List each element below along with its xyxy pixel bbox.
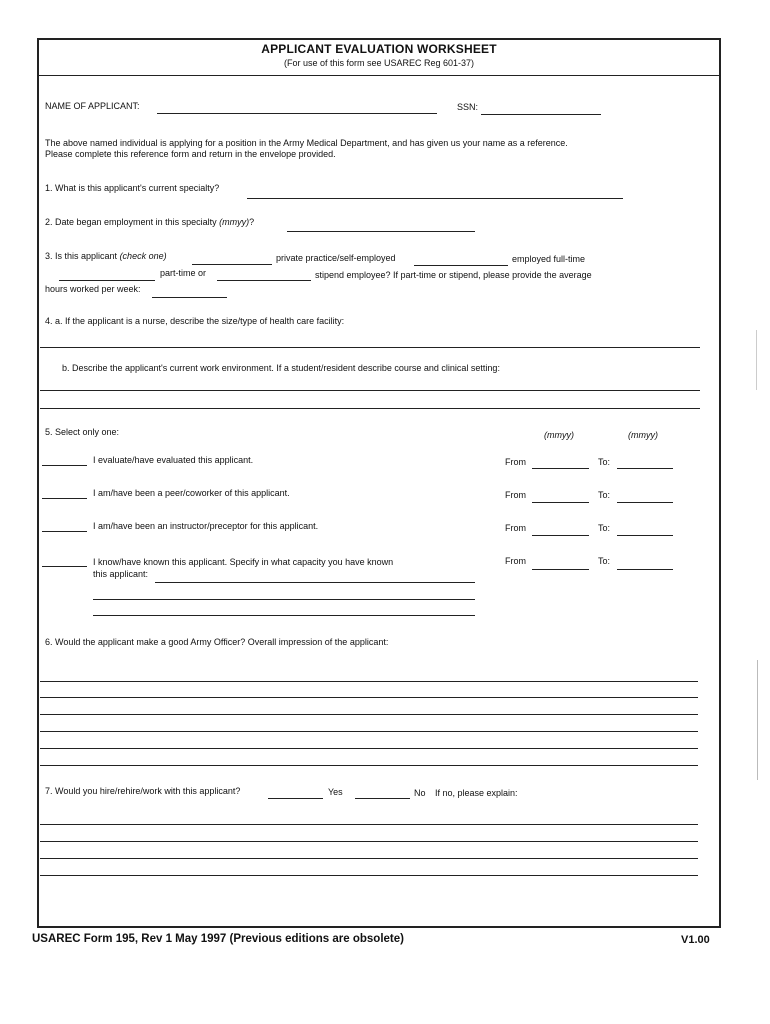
q5-opt2-from-label: From: [505, 490, 526, 500]
q5-opt2-to-field[interactable]: [617, 502, 673, 503]
q3-parttime-label: part-time or: [160, 268, 207, 278]
scan-artifact: [757, 660, 758, 780]
q5-opt2-to-label: To:: [598, 490, 611, 500]
q5-opt4-check[interactable]: [42, 566, 87, 567]
q6-answer-line-4[interactable]: [40, 731, 698, 732]
q5-opt1-from-label: From: [505, 457, 526, 467]
q6-answer-line-2[interactable]: [40, 697, 698, 698]
q3-stipend-label: stipend employee? If part-time or stipend, please provide the average: [315, 270, 592, 280]
q5-capacity-line-2[interactable]: [93, 599, 475, 600]
q5-label: 5. Select only one:: [45, 427, 120, 437]
q7-label: 7. Would you hire/rehire/work with this applicant?: [45, 786, 241, 796]
q5-capacity-line-3[interactable]: [93, 615, 475, 616]
q5-opt3-from-label: From: [505, 523, 526, 533]
header-divider: [37, 75, 721, 76]
q1-specialty-field[interactable]: [247, 198, 623, 199]
q5-opt2-label: I am/have been a peer/coworker of this applicant.: [93, 488, 290, 498]
q3-hours-label: hours worked per week:: [45, 284, 141, 294]
q4b-label: b. Describe the applicant's current work environment. If a student/resident describe course and clinical setting:: [62, 363, 500, 373]
intro-line-2: Please complete this reference form and return in the envelope provided.: [45, 149, 336, 159]
q5-opt4-to-field[interactable]: [617, 569, 673, 570]
q4b-answer-line-2[interactable]: [40, 408, 700, 409]
q7-answer-line-1[interactable]: [40, 824, 698, 825]
q5-opt1-to-label: To:: [598, 457, 611, 467]
intro-line-1: The above named individual is applying for a position in the Army Medical Department, and has given us your name as a reference.: [45, 138, 568, 148]
ssn-label: SSN:: [457, 102, 479, 112]
q3-parttime-check[interactable]: [59, 280, 155, 281]
q3-fulltime-label: employed full-time: [512, 254, 586, 264]
q5-opt1-check[interactable]: [42, 465, 87, 466]
q6-answer-line-5[interactable]: [40, 748, 698, 749]
q1-label: 1. What is this applicant's current specialty?: [45, 183, 220, 193]
q5-opt4-label: I know/have known this applicant. Specify in what capacity you have known: [93, 557, 394, 567]
q5-opt3-to-label: To:: [598, 523, 611, 533]
form-title: APPLICANT EVALUATION WORKSHEET: [261, 42, 497, 56]
q6-answer-line-1[interactable]: [40, 681, 698, 682]
q5-opt4-from-field[interactable]: [532, 569, 589, 570]
q5-opt3-label: I am/have been an instructor/preceptor for this applicant.: [93, 521, 319, 531]
q2-label: 2. Date began employment in this specialty (mmyy)?: [45, 217, 255, 227]
q6-answer-line-3[interactable]: [40, 714, 698, 715]
q7-answer-line-2[interactable]: [40, 841, 698, 842]
form-subtitle: (For use of this form see USAREC Reg 601-37): [283, 58, 475, 68]
q5-opt4-cont-label: this applicant:: [93, 569, 149, 579]
q5-capacity-line-1[interactable]: [155, 582, 475, 583]
q5-to-hint: (mmyy): [628, 430, 658, 440]
q5-from-hint: (mmyy): [544, 430, 574, 440]
ssn-field[interactable]: [481, 114, 601, 115]
q5-opt2-from-field[interactable]: [532, 502, 589, 503]
q2-date-field[interactable]: [287, 231, 475, 232]
q5-opt3-check[interactable]: [42, 531, 87, 532]
q5-opt3-to-field[interactable]: [617, 535, 673, 536]
q3-label: 3. Is this applicant (check one): [45, 251, 167, 261]
q7-answer-line-4[interactable]: [40, 875, 698, 876]
q5-opt2-check[interactable]: [42, 498, 87, 499]
q3-hours-field[interactable]: [152, 297, 227, 298]
q5-opt4-from-label: From: [505, 556, 526, 566]
q4a-label: 4. a. If the applicant is a nurse, describe the size/type of health care facility:: [45, 316, 345, 326]
q7-yes-label: Yes: [328, 787, 343, 797]
footer-form-id: USAREC Form 195, Rev 1 May 1997 (Previous editions are obsolete): [32, 933, 404, 945]
applicant-name-label: NAME OF APPLICANT:: [45, 101, 140, 111]
q7-answer-line-3[interactable]: [40, 858, 698, 859]
q7-no-label: No: [414, 788, 426, 798]
q7-no-check[interactable]: [355, 798, 410, 799]
q5-opt1-label: I evaluate/have evaluated this applicant.: [93, 455, 254, 465]
q3-private-label: private practice/self-employed: [276, 253, 396, 263]
q3-stipend-check[interactable]: [217, 280, 311, 281]
scan-artifact: [756, 330, 757, 390]
q4a-answer-line[interactable]: [40, 347, 700, 348]
q5-opt3-from-field[interactable]: [532, 535, 589, 536]
q4b-answer-line-1[interactable]: [40, 390, 700, 391]
footer-version: V1.00: [681, 934, 710, 946]
q5-opt4-to-label: To:: [598, 556, 611, 566]
applicant-name-field[interactable]: [157, 113, 437, 114]
q5-opt1-from-field[interactable]: [532, 468, 589, 469]
q5-opt1-to-field[interactable]: [617, 468, 673, 469]
q3-private-check[interactable]: [192, 264, 272, 265]
q7-yes-check[interactable]: [268, 798, 323, 799]
q6-answer-line-6[interactable]: [40, 765, 698, 766]
q3-fulltime-check[interactable]: [414, 265, 508, 266]
q6-label: 6. Would the applicant make a good Army Officer? Overall impression of the applicant:: [45, 637, 389, 647]
q7-explain-label: If no, please explain:: [435, 788, 518, 798]
